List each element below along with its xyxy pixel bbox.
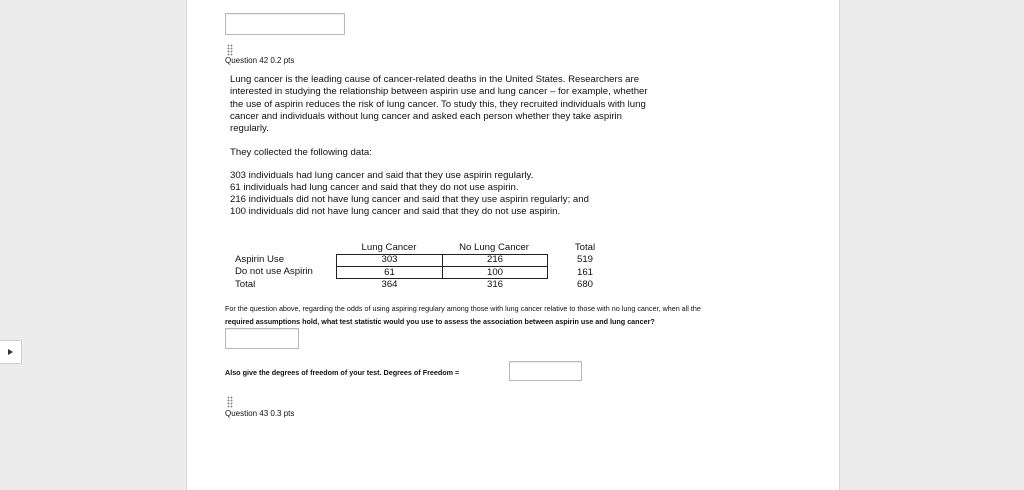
row-label-no-aspirin: Do not use Aspirin xyxy=(235,266,313,277)
col-header-no-lung-cancer: No Lung Cancer xyxy=(459,242,529,253)
grand-total: 680 xyxy=(576,279,593,290)
question-43-header: Question 43 0.3 pts xyxy=(225,409,295,418)
data-line-2: 61 individuals had lung cancer and said that they do not use aspirin. xyxy=(230,182,519,193)
question-42-intro: Lung cancer is the leading cause of cancer-related deaths in the United States. Researchers are interested in studying the relationship between aspirin use and lung cancer – for example, whether the use of aspirin reduces the risk of lung cancer. To study this, they recruited individuals with lung cancer and individuals without lung cancer and asked each person whether they take aspirin regularly. xyxy=(230,74,648,135)
cell-noaspirin-lung: 61 xyxy=(384,267,395,278)
degrees-of-freedom-input[interactable] xyxy=(509,361,582,381)
col-header-lung-cancer: Lung Cancer xyxy=(361,242,417,253)
prompt-line-1: For the question above, regarding the odds of using aspiring regulary among those with lung cancer relative to those with no lung cancer, when all the xyxy=(225,304,701,313)
cell-noaspirin-nolung: 100 xyxy=(486,267,503,278)
question-42-header: Question 42 0.2 pts xyxy=(225,56,295,65)
previous-answer-input[interactable] xyxy=(225,13,345,35)
play-triangle-icon xyxy=(8,349,13,355)
collected-data-label: They collected the following data: xyxy=(230,147,372,158)
prompt-line-2: required assumptions hold, what test statistic would you use to assess the association between aspirin use and lung cancer? xyxy=(225,317,655,326)
data-line-1: 303 individuals had lung cancer and said that they use aspirin regularly. xyxy=(230,170,534,181)
col-total-nolung: 316 xyxy=(486,279,503,290)
drag-handle-icon[interactable] xyxy=(227,44,233,56)
row-total-noaspirin: 161 xyxy=(576,267,593,278)
degrees-of-freedom-label: Also give the degrees of freedom of your test. Degrees of Freedom = xyxy=(225,368,460,377)
drag-handle-icon[interactable] xyxy=(227,396,233,408)
row-total-aspirin: 519 xyxy=(576,254,593,265)
cell-aspirin-lung: 303 xyxy=(381,254,398,265)
sidebar-toggle-button[interactable] xyxy=(0,340,22,364)
test-statistic-input[interactable] xyxy=(225,328,299,349)
row-label-total: Total xyxy=(235,279,256,290)
data-line-3: 216 individuals did not have lung cancer and said that they use aspirin regularly; and xyxy=(230,194,589,205)
col-total-lung: 364 xyxy=(381,279,398,290)
quiz-page xyxy=(186,0,840,490)
cell-aspirin-nolung: 216 xyxy=(486,254,503,265)
data-line-4: 100 individuals did not have lung cancer and said that they do not use aspirin. xyxy=(230,206,561,217)
row-label-aspirin-use: Aspirin Use xyxy=(235,254,285,265)
col-header-total: Total xyxy=(574,242,596,253)
